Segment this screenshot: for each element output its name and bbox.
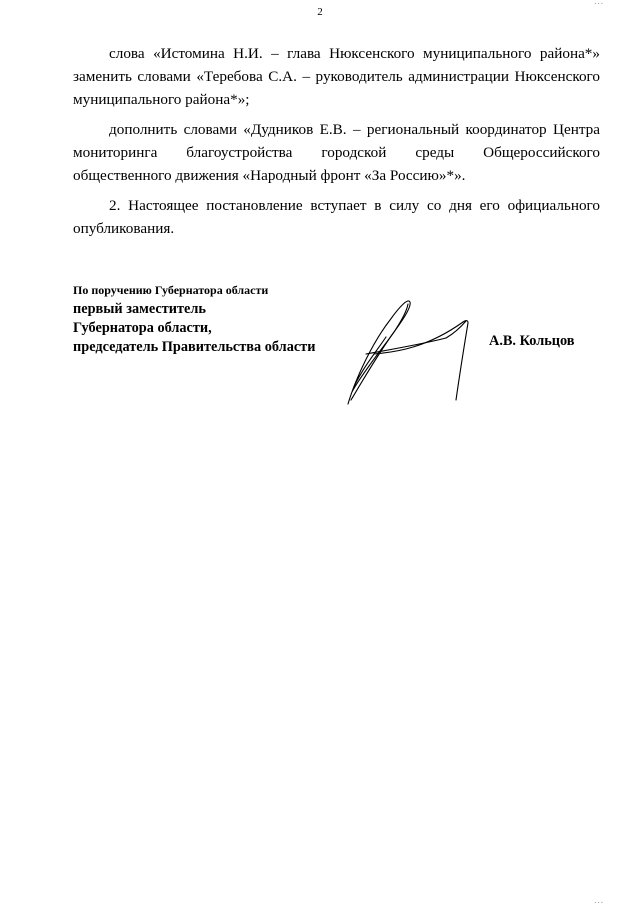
paragraph-replace-words: слова «Истомина Н.И. – глава Нюксенского муниципального района*» заменить словами «Теребова С.А. – руководитель администрации Нюксенского муниципального района*»; xyxy=(73,45,600,108)
page-number: 2 xyxy=(317,6,323,18)
signer-title-line-3: председатель Правительства области xyxy=(73,339,316,355)
corner-mark-bottom: ... xyxy=(594,895,604,905)
paragraph-effective-date: 2. Настоящее постановление вступает в силу со дня его официального опубликования. xyxy=(73,197,600,237)
signer-title-line-1: первый заместитель xyxy=(73,301,206,317)
signature-block xyxy=(73,282,315,357)
on-behalf-line: По поручению Губернатора области xyxy=(73,283,269,297)
signer-name: А.В. Кольцов xyxy=(489,333,575,349)
handwritten-signature xyxy=(328,292,478,412)
paragraph-add-words: дополнить словами «Дудников Е.В. – региональный координатор Центра мониторинга благоустройства городской среды Общероссийского общественного движения «Народный фронт «За Россию»*». xyxy=(73,121,600,184)
document-body xyxy=(73,42,600,247)
signer-title-line-2: Губернатора области, xyxy=(73,320,212,336)
corner-mark-top: ... xyxy=(594,0,604,6)
